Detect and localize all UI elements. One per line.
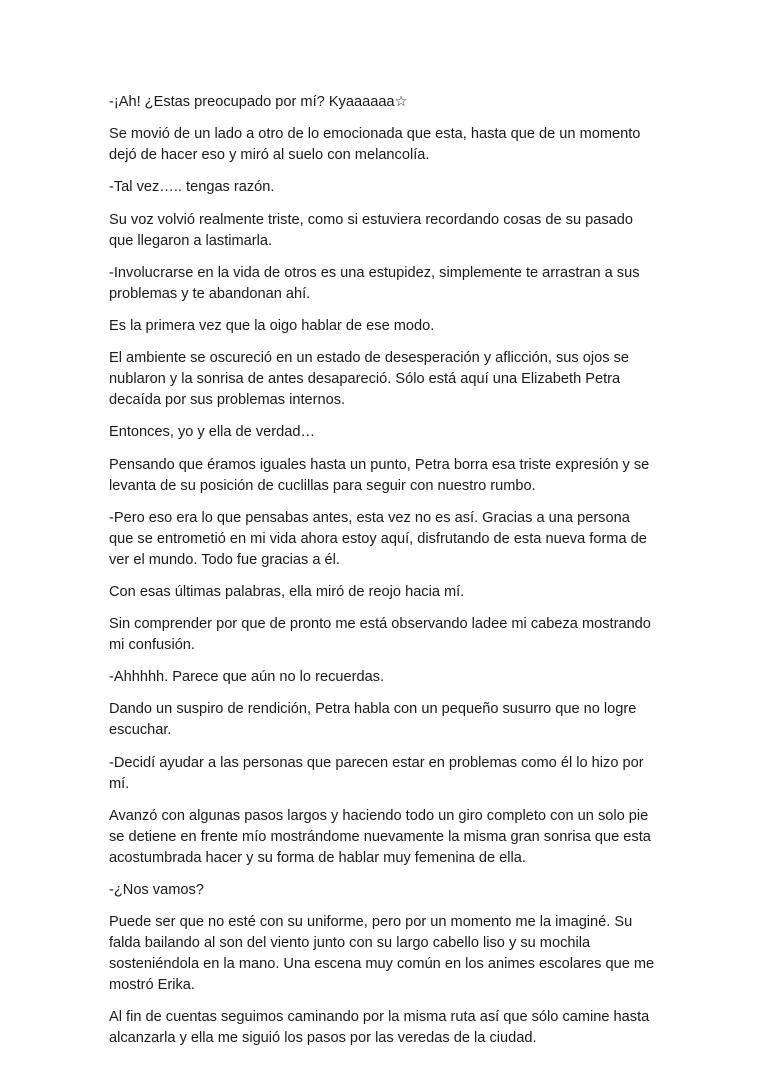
- paragraph: -Ahhhhh. Parece que aún no lo recuerdas.: [109, 669, 385, 686]
- paragraph: -Tal vez….. tengas razón.: [109, 179, 275, 196]
- text-column: [109, 92, 657, 1061]
- paragraph: Dando un suspiro de rendición, Petra habla con un pequeño susurro que no logre escuchar.: [109, 701, 637, 739]
- paragraph: Puede ser que no esté con su uniforme, pero por un momento me la imaginé. Su falda bailando al son del viento junto con su largo cabello liso y su mochila sosteniéndola en la mano. Una escena muy común en los animes escolares que me mostró Erika.: [109, 914, 655, 994]
- paragraph: Es la primera vez que la oigo hablar de ese modo.: [109, 317, 435, 334]
- paragraph: Avanzó con algunas pasos largos y haciendo todo un giro completo con un solo pie se detiene en frente mío mostrándome nuevamente la misma gran sonrisa que esta acostumbrada hacer y su forma de hablar muy femenina de ella.: [109, 807, 651, 866]
- paragraph: El ambiente se oscureció en un estado de desesperación y aflicción, sus ojos se nublaron y la sonrisa de antes desapareció. Sólo está aquí una Elizabeth Petra decaída por sus problemas internos.: [109, 350, 630, 409]
- paragraph: Se movió de un lado a otro de lo emocionada que esta, hasta que de un momento dejó de hacer eso y miró al suelo con melancolía.: [109, 126, 641, 164]
- paragraph: Sin comprender por que de pronto me está observando ladee mi cabeza mostrando mi confusión.: [109, 616, 651, 654]
- paragraph: Su voz volvió realmente triste, como si estuviera recordando cosas de su pasado que llegaron a lastimarla.: [109, 211, 634, 249]
- paragraph: -Decidí ayudar a las personas que parecen estar en problemas como él lo hizo por mí.: [109, 754, 644, 792]
- paragraph: Con esas últimas palabras, ella miró de reojo hacia mí.: [109, 583, 465, 600]
- paragraph: Al fin de cuentas seguimos caminando por la misma ruta así que sólo camine hasta alcanzarla y ella me siguió los pasos por las veredas de la ciudad.: [109, 1009, 650, 1047]
- paragraph: Pensando que éramos iguales hasta un punto, Petra borra esa triste expresión y se levanta de su posición de cuclillas para seguir con nuestro rumbo.: [109, 456, 650, 494]
- paragraph: Entonces, yo y ella de verdad…: [109, 424, 316, 441]
- paragraph: -Pero eso era lo que pensabas antes, esta vez no es así. Gracias a una persona que se entrometió en mi vida ahora estoy aquí, disfrutando de esta nueva forma de ver el mundo. Todo fue gracias a él.: [109, 509, 647, 568]
- paragraph: -¡Ah! ¿Estas preocupado por mí? Kyaaaaaa☆: [109, 94, 408, 110]
- paragraph: -Involucrarse en la vida de otros es una estupidez, simplemente te arrastran a sus problemas y te abandonan ahí.: [109, 264, 640, 302]
- paragraph: -¿Nos vamos?: [109, 882, 204, 898]
